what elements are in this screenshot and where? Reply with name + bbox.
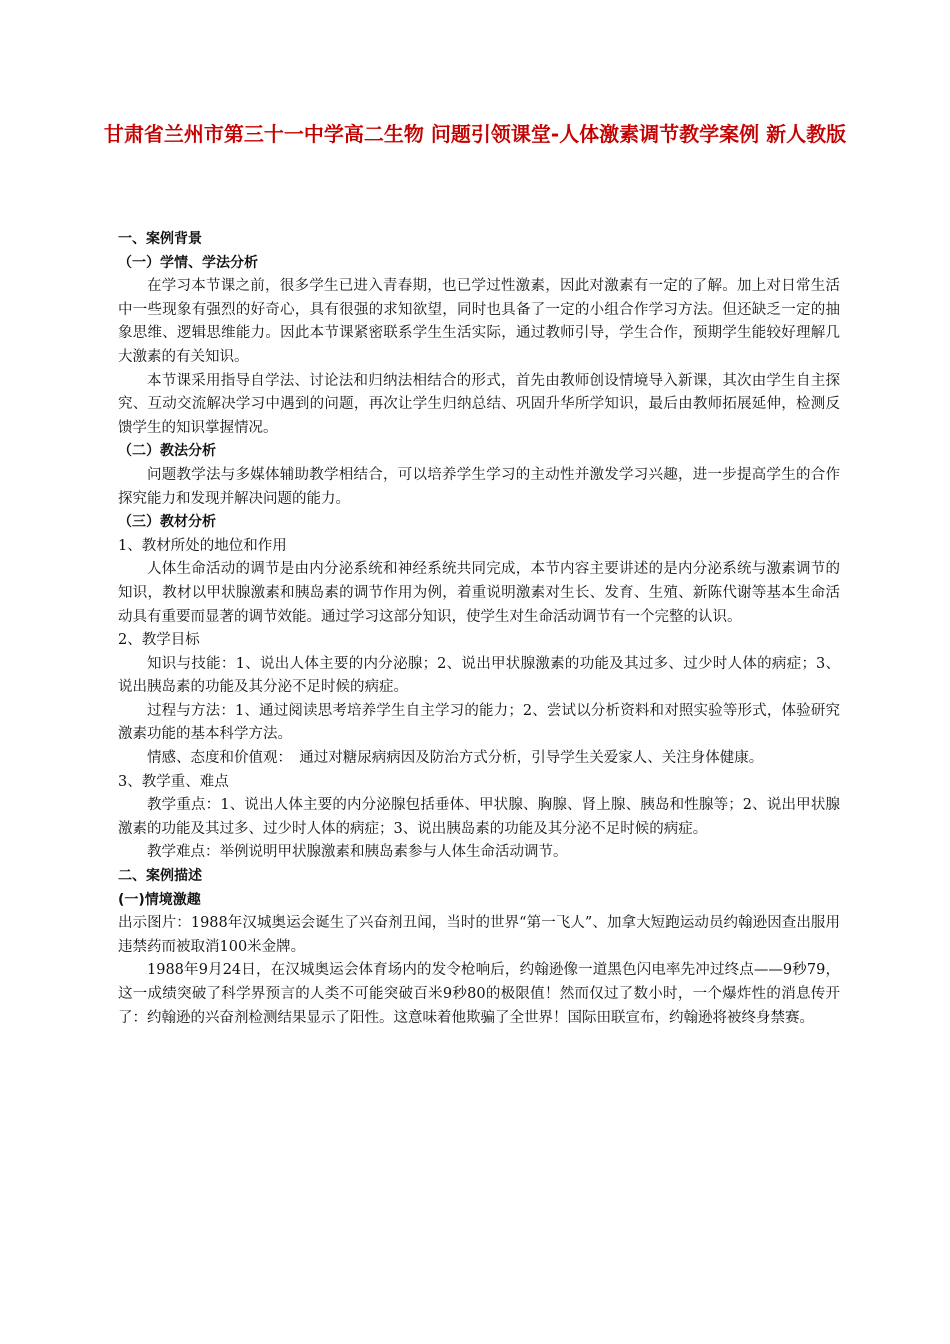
paragraph: 在学习本节课之前，很多学生已进入青春期，也已学过性激素，因此对激素有一定的了解。加上对日常生活中一些现象有强烈的好奇心，具有很强的求知欲望，同时也具备了一定的小组合作学习方法。但还缺乏一定的抽象思维、逻辑思维能力。因此本节课紧密联系学生生活实际，通过教师引导，学生合作，预期学生能较好理解几大激素的有关知识。 xyxy=(118,278,840,365)
paragraph: 本节课采用指导自学法、讨论法和归纳法相结合的形式，首先由教师创设情境导入新课，其次由学生自主探究、互动交流解决学习中遇到的问题，再次让学生归纳总结、巩固升华所学知识，最后由教师拓展延伸，检测反馈学生的知识掌握情况。 xyxy=(118,372,840,436)
paragraph: 2、教学目标 xyxy=(118,632,200,649)
paragraph: 1988年9月24日，在汉城奥运会体育场内的发令枪响后，约翰逊像一道黑色闪电率先冲过终点——9秒79，这一成绩突破了科学界预言的人类不可能突破百米9秒80的极限值！然而仅过了数小时，一个爆炸性的消息传开了：约翰逊的兴奋剂检测结果显示了阳性。这意味着他欺骗了全世界！国际田联宣布，约翰逊将被终身禁赛。 xyxy=(118,962,840,1026)
paragraph: 教学重点：1、说出人体主要的内分泌腺包括垂体、甲状腺、胸腺、肾上腺、胰岛和性腺等；2、说出甲状腺激素的功能及其过多、过少时人体的病症；3、说出胰岛素的功能及其分泌不足时候的病症。 xyxy=(118,797,840,837)
paragraph: 3、教学重、难点 xyxy=(118,773,229,790)
section-heading: 一、案例背景 xyxy=(118,231,202,247)
paragraph: 人体生命活动的调节是由内分泌系统和神经系统共同完成，本节内容主要讲述的是内分泌系统与激素调节的知识，教材以甲状腺激素和胰岛素的调节作用为例，着重说明激素对生长、发育、生殖、新陈代谢等基本生命活动具有重要而显著的调节效能。通过学习这部分知识，使学生对生命活动调节有一个完整的认识。 xyxy=(118,561,840,625)
subsection-heading: （三）教材分析 xyxy=(118,514,216,531)
paragraph: 知识与技能：1、说出人体主要的内分泌腺；2、说出甲状腺激素的功能及其过多、过少时人体的病症；3、说出胰岛素的功能及其分泌不足时候的病症。 xyxy=(118,655,840,696)
paragraph: 问题教学法与多媒体辅助教学相结合，可以培养学生学习的主动性并激发学习兴趣，进一步提高学生的合作探究能力和发现并解决问题的能力。 xyxy=(118,466,840,507)
document-body xyxy=(118,228,840,1030)
subsection-heading: （一）学情、学法分析 xyxy=(118,254,258,271)
paragraph: 1、教材所处的地位和作用 xyxy=(118,537,287,554)
subsection-heading: （二）教法分析 xyxy=(118,443,216,460)
section-heading: 二、案例描述 xyxy=(118,868,202,885)
paragraph: 情感、态度和价值观： 通过对糖尿病病因及防治方式分析，引导学生关爱家人、关注身体健康。 xyxy=(147,750,764,767)
paragraph: 教学难点：举例说明甲状腺激素和胰岛素参与人体生命活动调节。 xyxy=(147,844,568,861)
subsection-heading: (一)情境激趣 xyxy=(118,891,201,908)
paragraph: 过程与方法：1、通过阅读思考培养学生自主学习的能力；2、尝试以分析资料和对照实验等形式，体验研究激素功能的基本科学方法。 xyxy=(118,702,840,743)
document-title: 甘肃省兰州市第三十一中学高二生物 问题引领课堂-人体激素调节教学案例 新人教版 xyxy=(103,122,847,146)
paragraph: 出示图片：1988年汉城奥运会诞生了兴奋剂丑闻，当时的世界“第一飞人”、加拿大短跑运动员约翰逊因查出服用违禁药而被取消100米金牌。 xyxy=(118,915,840,955)
